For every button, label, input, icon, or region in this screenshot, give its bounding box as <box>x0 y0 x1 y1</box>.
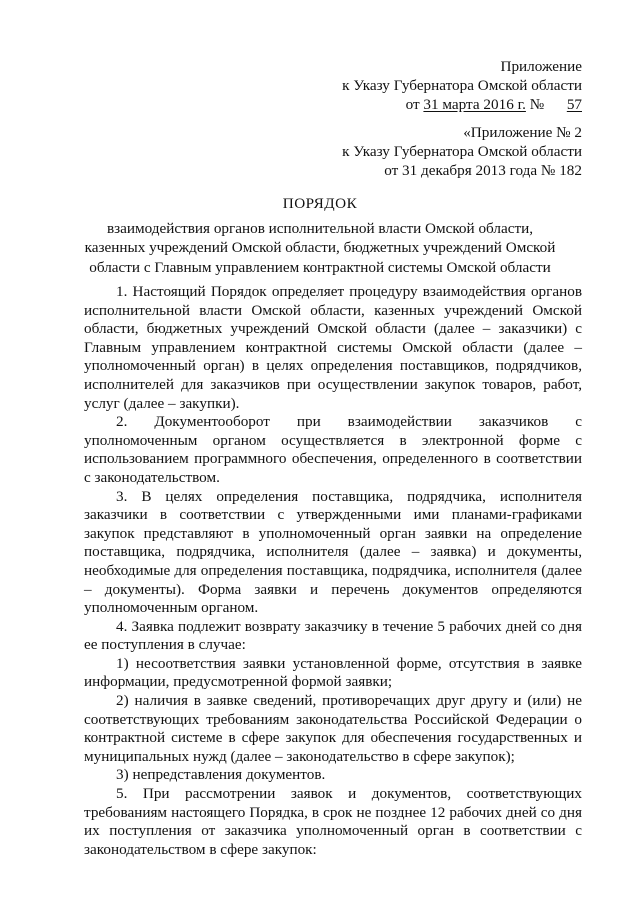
paragraph-3: 3. В целях определения поставщика, подрядчика, исполнителя заказчики в соответствии с утвержденными ими планами-графиками закупок представляют в уполномоченный орган заявки на определение поставщика, подрядчика, исполнителя (далее – заявка) и документы, необходимые для определения поставщика, подрядчика, исполнителя (далее – документы). Форма заявки и перечень документов определяются уполномоченным органом. <box>84 487 582 617</box>
paragraph-2: 2. Документооборот при взаимодействии заказчиков с уполномоченным органом осуществляется в электронной форме с использованием программного обеспечения, определенного в соответствии с законодательством. <box>84 413 582 486</box>
document-title <box>80 194 560 277</box>
annex-date-line <box>342 95 582 114</box>
quoted-annex-reference: к Указу Губернатора Омской области <box>342 143 582 160</box>
paragraph-5: 5. При рассмотрении заявок и документов, соответствующих требованиям настоящего Порядка, в срок не позднее 12 рабочих дней со дня их поступления от заказчика уполномоченный орган в соответствии с законодательством в сфере закупок: <box>84 785 582 858</box>
title-heading: ПОРЯДОК <box>282 195 358 212</box>
paragraph-4-item-2: 2) наличия в заявке сведений, противоречащих друг другу и (или) не соответствующих требованиям законодательства Российской Федерации о контрактной системе в сфере закупок для обеспечения государственных и муниципальных нужд (далее – законодательство в сфере закупок); <box>84 692 582 765</box>
quoted-annex-title: «Приложение № 2 <box>463 124 582 141</box>
title-line-2: казенных учреждений Омской области, бюджетных учреждений Омской <box>84 239 556 257</box>
paragraph-4: 4. Заявка подлежит возврату заказчику в течение 5 рабочих дней со дня ее поступления в случае: <box>84 617 582 654</box>
title-line-1: взаимодействия органов исполнительной власти Омской области, <box>106 220 534 238</box>
title-line-3: области с Главным управлением контрактной системы Омской области <box>89 258 551 276</box>
paragraph-4-item-1: 1) несоответствия заявки установленной форме, отсутствия в заявке информации, предусмотренной формой заявки; <box>84 654 582 691</box>
paragraph-1: 1. Настоящий Порядок определяет процедуру взаимодействия органов исполнительной власти Омской области, казенных учреждений Омской области, бюджетных учреждений Омской области (далее – заказчики) с Главным управлением контрактной системы Омской области (далее – уполномоченный орган) в целях определения поставщиков, подрядчиков, исполнителей для заказчиков при осуществлении закупок товаров, работ, услуг (далее – закупки). <box>84 283 582 412</box>
annex-number-prefix: № <box>525 96 548 113</box>
annex-header <box>342 57 582 114</box>
annex-reference: к Указу Губернатора Омской области <box>342 77 582 94</box>
annex-date-prefix: от <box>405 96 424 113</box>
paragraph-4-item-3: 3) непредставления документов. <box>116 766 326 784</box>
annex-title: Приложение <box>500 58 582 75</box>
quoted-annex-date: от 31 декабря 2013 года № 182 <box>384 162 582 179</box>
document-body <box>84 283 582 859</box>
annex-number-value: 57 <box>566 96 582 113</box>
annex-date-value: 31 марта 2016 г. <box>423 96 526 113</box>
quoted-annex-header <box>342 123 582 180</box>
